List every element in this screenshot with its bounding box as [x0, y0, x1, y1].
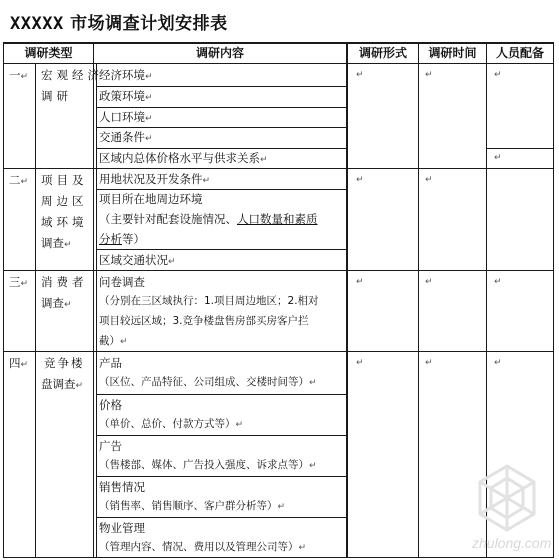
header-form: 调研形式	[358, 46, 407, 60]
section-divider	[3, 168, 554, 169]
document-page: XXXXX 市场调查计划安排表 调研类型 调研内容 调研形式 调研时间 人员配备 一↵ 二↵ 三↵ 四↵ 宏观经济 调研 项目及 周边区 域环境 调查↵ 消费者 调查↵ 竞争楼 盘调查↵ 经济环境↵ 政策环境↵ 人口环境↵ 交通条件↵ 区域内总体价格水平与供求关系↵ 用地状况及开发条件↵ 项目所在地周边环境 （主要针对配套设施情况、人口数量和素质 分析等） 区域交通状况↵ 问卷调查 （分别在三区域执行：1.项目周边地区；2.相对 项目较远区域；3.竞争楼盘售房部买房客户拦 截）↵ 产品 （区位、产品特征、公司组成、交楼时间等）↵ 价格 （单价、总价、付款方式等）↵ 广告 （售楼部、媒体、广告投入强度、诉求点等）↵ 销售情况 （销售率、销售顺序、客户群分析等）↵ 物业管理 （管理内容、情况、费用以及管理公司等）↵ ↵ ↵ ↵ ↵ ↵ ↵ ↵ ↵ ↵ ↵ ↵ ↵ zhulong.com	[0, 0, 559, 560]
page-title	[10, 9, 228, 34]
section-number: 一↵	[9, 68, 29, 82]
header-time: 调研时间	[428, 46, 477, 60]
table-border-right	[553, 42, 554, 558]
header-staff: 人员配备	[495, 46, 544, 60]
title-prefix: XXXXX	[10, 14, 64, 34]
header-type: 调研类型	[24, 46, 73, 60]
column-divider	[93, 42, 94, 558]
row-divider	[96, 394, 346, 395]
content-item: 交通条件↵	[99, 130, 153, 144]
column-divider	[418, 42, 419, 558]
section-number: 三↵	[9, 275, 29, 289]
section-divider	[3, 351, 554, 352]
header-content: 调研内容	[195, 46, 244, 60]
header-divider	[3, 63, 554, 64]
section-number: 四↵	[9, 356, 29, 370]
section-number: 二↵	[9, 173, 29, 187]
staff-divider	[486, 148, 554, 149]
section-divider	[3, 270, 554, 271]
watermark-text: zhulong.com	[472, 535, 552, 551]
content-item: 人口环境↵	[99, 110, 153, 124]
column-divider	[35, 63, 36, 558]
row-divider	[96, 435, 346, 436]
content-item: 经济环境↵	[99, 68, 153, 82]
content-item: 区域交通状况↵	[99, 253, 176, 267]
column-divider	[96, 63, 97, 558]
title-text: 市场调查计划安排表	[70, 14, 228, 34]
column-divider	[346, 42, 348, 558]
content-item: 政策环境↵	[99, 89, 153, 103]
content-item: 用地状况及开发条件↵	[99, 172, 211, 186]
content-item: 区域内总体价格水平与供求关系↵	[99, 151, 268, 165]
table-border-left	[3, 42, 4, 558]
